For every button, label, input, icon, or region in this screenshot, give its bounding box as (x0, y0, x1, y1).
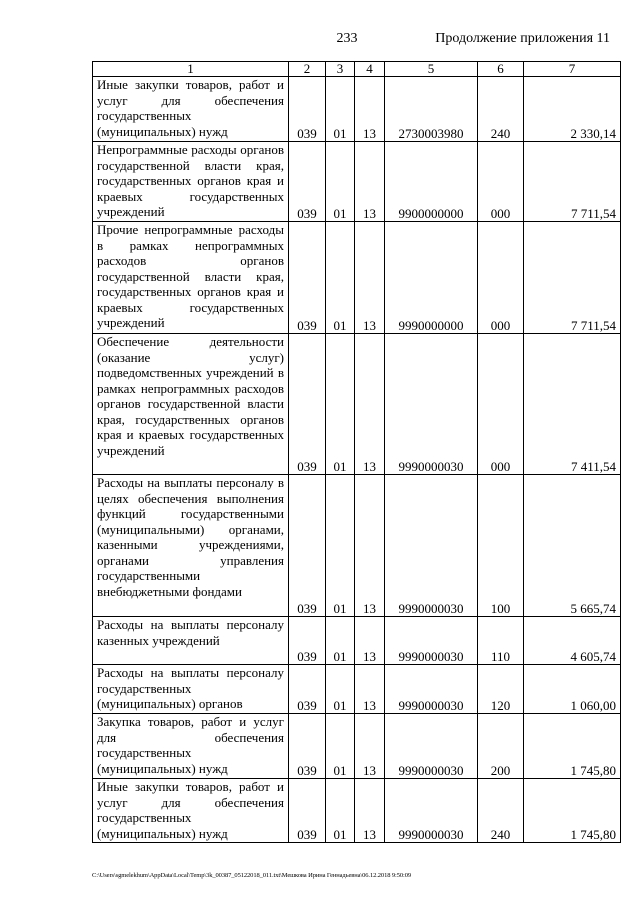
amount: 1 745,80 (524, 714, 621, 779)
expense-type-code: 120 (478, 665, 524, 714)
expense-type-code: 000 (478, 142, 524, 222)
column-header: 4 (355, 62, 385, 77)
expense-type-code: 200 (478, 714, 524, 779)
budget-table (92, 61, 621, 843)
ministry-code: 039 (289, 222, 326, 334)
amount: 1 060,00 (524, 665, 621, 714)
expense-name: Иные закупки товаров, работ и услуг для обеспечения государственных (муниципальных) нужд (93, 77, 289, 142)
ministry-code: 039 (289, 77, 326, 142)
target-article-code: 9990000030 (385, 475, 478, 617)
ministry-code: 039 (289, 665, 326, 714)
table-row (93, 714, 621, 779)
subsection-code: 13 (355, 665, 385, 714)
amount: 1 745,80 (524, 779, 621, 843)
ministry-code: 039 (289, 334, 326, 475)
ministry-code: 039 (289, 475, 326, 617)
amount: 7 711,54 (524, 142, 621, 222)
column-header: 5 (385, 62, 478, 77)
section-code: 01 (326, 222, 355, 334)
subsection-code: 13 (355, 77, 385, 142)
column-header: 3 (326, 62, 355, 77)
expense-type-code: 000 (478, 222, 524, 334)
section-code: 01 (326, 77, 355, 142)
target-article-code: 9990000030 (385, 617, 478, 665)
expense-type-code: 240 (478, 77, 524, 142)
amount: 4 605,74 (524, 617, 621, 665)
subsection-code: 13 (355, 714, 385, 779)
amount: 2 330,14 (524, 77, 621, 142)
amount: 5 665,74 (524, 475, 621, 617)
section-code: 01 (326, 334, 355, 475)
target-article-code: 9990000030 (385, 714, 478, 779)
section-code: 01 (326, 714, 355, 779)
subsection-code: 13 (355, 617, 385, 665)
amount: 7 711,54 (524, 222, 621, 334)
table-row (93, 665, 621, 714)
target-article-code: 9900000000 (385, 142, 478, 222)
target-article-code: 9990000030 (385, 334, 478, 475)
subsection-code: 13 (355, 779, 385, 843)
target-article-code: 9990000000 (385, 222, 478, 334)
table-row (93, 334, 621, 475)
table-header-row (93, 62, 621, 77)
column-header: 1 (93, 62, 289, 77)
section-code: 01 (326, 617, 355, 665)
ministry-code: 039 (289, 779, 326, 843)
expense-name: Закупка товаров, работ и услуг для обеспечения государственных (муниципальных) нужд (93, 714, 289, 779)
subsection-code: 13 (355, 142, 385, 222)
target-article-code: 9990000030 (385, 779, 478, 843)
ministry-code: 039 (289, 142, 326, 222)
expense-name: Расходы на выплаты персоналу государственных (муниципальных) органов (93, 665, 289, 714)
expense-name: Расходы на выплаты персоналу казенных учреждений (93, 617, 289, 665)
appendix-continuation-note: Продолжение приложения 11 (435, 31, 610, 46)
ministry-code: 039 (289, 617, 326, 665)
page-number: 233 (336, 31, 358, 46)
table-row (93, 779, 621, 843)
footer-file-path: C:\Users\sgmelekhum\AppData\Local\Temp\3k_00387_05122018_011.txt\Мешкова Ирина Геннадьевна\06.12.2018 9:50:09 (92, 872, 412, 879)
subsection-code: 13 (355, 222, 385, 334)
ministry-code: 039 (289, 714, 326, 779)
table-row (93, 142, 621, 222)
expense-name: Расходы на выплаты персоналу в целях обеспечения выполнения функций государственными (муниципальными) органами, казенными учреждениями, органами управления государственными внебюджетными фондами (93, 475, 289, 617)
expense-type-code: 100 (478, 475, 524, 617)
column-header: 2 (289, 62, 326, 77)
amount: 7 411,54 (524, 334, 621, 475)
expense-name: Обеспечение деятельности (оказание услуг) подведомственных учреждений в рамках непрограммных расходов органов государственной власти края, государственных органов края и краевых государственных учреждений (93, 334, 289, 475)
expense-name: Иные закупки товаров, работ и услуг для обеспечения государственных (муниципальных) нужд (93, 779, 289, 843)
table-row (93, 475, 621, 617)
subsection-code: 13 (355, 475, 385, 617)
section-code: 01 (326, 475, 355, 617)
column-header: 6 (478, 62, 524, 77)
column-header: 7 (524, 62, 621, 77)
subsection-code: 13 (355, 334, 385, 475)
expense-name: Непрограммные расходы органов государственной власти края, государственных органов края и краевых государственных учреждений (93, 142, 289, 222)
table-row (93, 617, 621, 665)
section-code: 01 (326, 665, 355, 714)
expense-type-code: 110 (478, 617, 524, 665)
target-article-code: 2730003980 (385, 77, 478, 142)
section-code: 01 (326, 779, 355, 843)
section-code: 01 (326, 142, 355, 222)
table-row (93, 77, 621, 142)
expense-type-code: 240 (478, 779, 524, 843)
target-article-code: 9990000030 (385, 665, 478, 714)
expense-type-code: 000 (478, 334, 524, 475)
expense-name: Прочие непрограммные расходы в рамках непрограммных расходов органов государственной власти края, государственных органов края и краевых государственных учреждений (93, 222, 289, 334)
table-row (93, 222, 621, 334)
